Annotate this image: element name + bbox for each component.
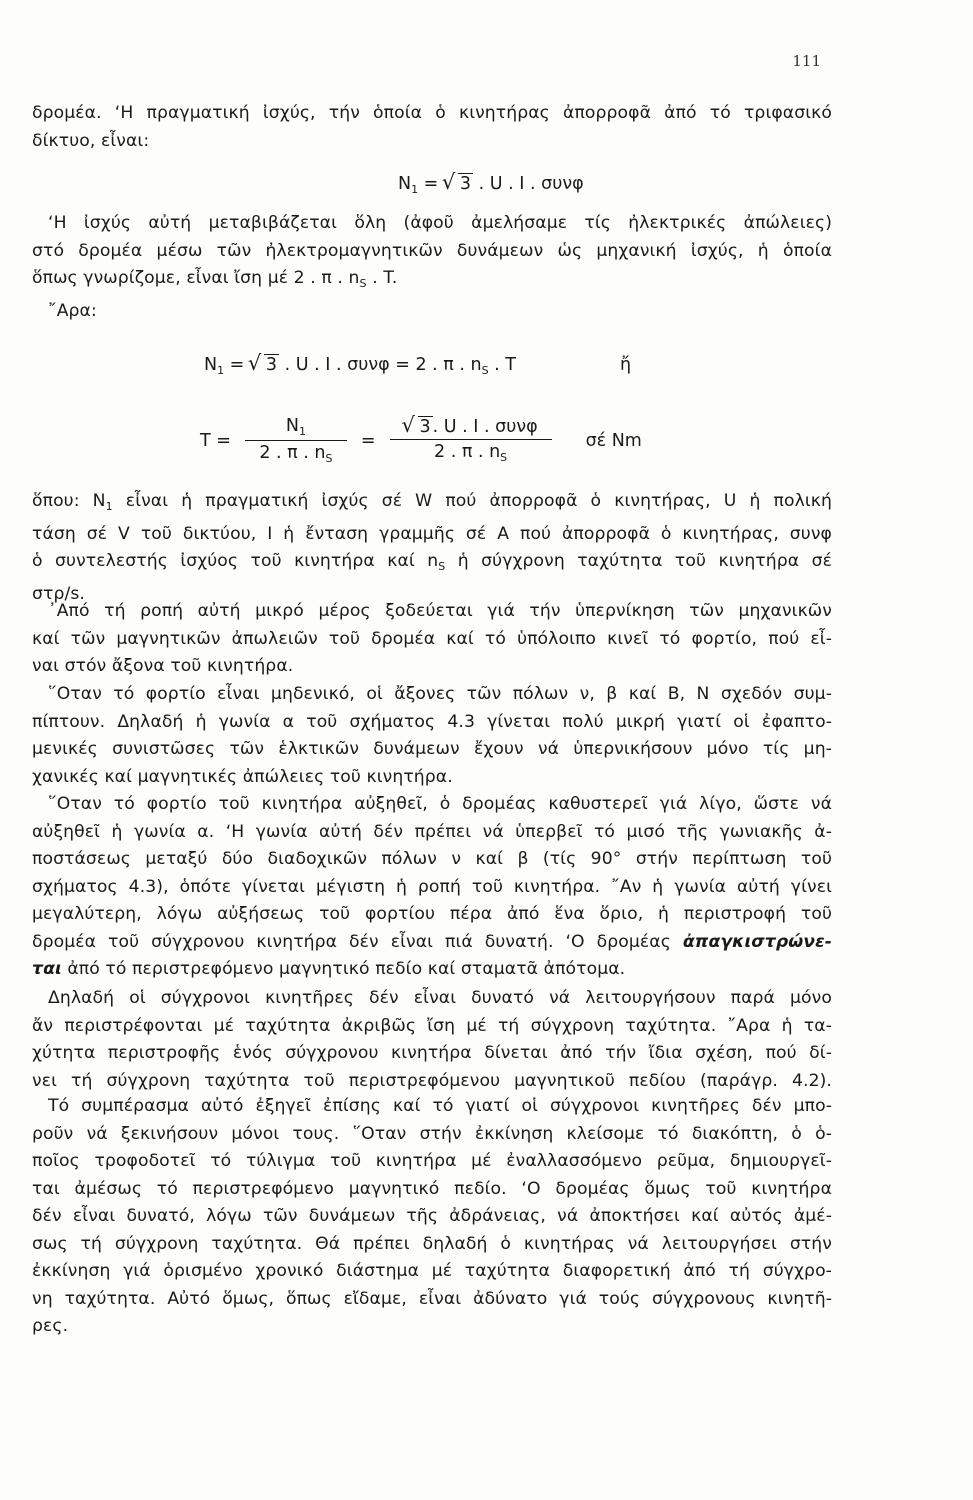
text-line: δρομέα τοῦ σύγχρονου κινητήρα δέν εἶναι πιά δυνατή. ‘Ο δρομέας ἀπαγκιστρώνε- [32, 931, 832, 952]
paragraph [32, 488, 832, 608]
text-line: νη ταχύτητα. Αὐτό ὅμως, ὅπως εἴδαμε, εἶναι ἀδύνατο γιά τούς σύγχρονους κινητῆ- [32, 1288, 832, 1309]
fraction: $\frac{N_1}{2 . \pi . n_S}$ [245, 416, 347, 465]
fraction: √ $\frac{\text{3 . U . I . συνφ}}{2 . \pi . n_S}$ [390, 417, 552, 464]
text-line: ροῦν νά ξεκινήσουν μόνοι τους. ῞Οταν στήν ἐκκίνηση κλείσομε τό διακόπτη, ὁ ὁ- [32, 1123, 832, 1144]
text-line: ποῖος τροφοδοτεῖ τό τύλιγμα τοῦ κινητήρα μέ ἐναλλασσόμενο ρεῦμα, δημιουργεῖ- [32, 1151, 832, 1171]
text-line: σως τή σύγχρονη ταχύτητα. Θά πρέπει δηλαδή ὁ κινητήρας νά λειτουργήσει στήν [32, 1233, 832, 1254]
text-line: χανικές καί μαγνητικές ἀπώλειες τοῦ κινητήρα. [32, 766, 453, 787]
text-line: πίπτουν. Δηλαδή ἡ γωνία α τοῦ σχήματος 4.3 γίνεται πολύ μικρή γιατί οἱ ἐφαπτο- [32, 711, 832, 732]
text-line: ὅπως γνωρίζομε, εἶναι ἴση μέ 2 . π . $n_S$ . T. [32, 268, 398, 290]
text-line: ῎Αρα: [48, 300, 97, 321]
text-line: ὅπου: $N_1$ εἶναι ἡ πραγματική ἰσχύς σέ W πού ἀπορροφᾶ ὁ κινητήρας, U ἡ πολική [32, 491, 832, 513]
emphasis-term: ἀπαγκιστρώνε- [682, 931, 832, 952]
text-line: ὁ συντελεστής ἰσχύος τοῦ κινητήρα καί $n_S$ ἡ σύγχρονη ταχύτητα τοῦ κινητήρα σέ [32, 551, 832, 573]
text-line: στρ/s. [32, 583, 85, 604]
eq-operator: = [423, 174, 439, 194]
text-line: Δηλαδή οἱ σύγχρονοι κινητῆρες δέν εἶναι δυνατό νά λειτουργήσουν παρά μόνο [48, 988, 832, 1008]
text-line: ναι στόν ἄξονα τοῦ κινητήρα. [32, 656, 294, 676]
radicand: 3 [459, 174, 472, 194]
paragraph [32, 791, 832, 984]
text-line: Τό συμπέρασμα αὐτό ἐξηγεῖ ἐπίσης καί τό γιατί οἱ σύγχρονοι κινητῆρες δέν μπο- [48, 1096, 832, 1116]
text-line: καί τῶν μαγνητικῶν ἀπωλειῶν τοῦ δρομέα καί τό ὑπόλοιπο κινεῖ τό φορτίο, πού εἶ- [32, 628, 832, 649]
text-line: αὐξηθεῖ ἡ γωνία α. ‘Η γωνία αὐτή δέν πρέπει νά ὑπερβεῖ τό μισό τῆς γωνιακῆς ἀ- [32, 821, 832, 842]
power-equation [398, 174, 584, 196]
text-line: ἐκκίνηση γιά ὁρισμένο χρονικό διάστημα μέ ταχύτητα διαφορετική ἀπό τή σύγχρο- [32, 1261, 832, 1281]
text-line: δίκτυο, εἶναι: [32, 130, 150, 151]
paragraph [32, 681, 832, 791]
sqrt-expression: √ 3 [250, 355, 279, 375]
paragraph [32, 1093, 832, 1341]
text-line: τάση σέ V τοῦ δικτύου, I ἡ ἔνταση γραμμῆς σέ A πού ἀπορροφᾶ ὁ κινητήρας, συνφ [32, 523, 832, 544]
text-line: μενικές συνιστῶσες τῶν ἑλκτικῶν δυνάμεων ἔχουν νά ὑπερνικήσουν μόνο τίς μη- [32, 739, 832, 759]
emphasis-term: ται [32, 959, 62, 979]
eq-terms: . U . I . συνφ [478, 174, 584, 194]
paragraph [32, 985, 832, 1095]
text-line: ‘Η ἰσχύς αὐτή μεταβιβάζεται ὅλη (ἀφοῦ ἀμελήσαμε τίς ἠλεκτρικές ἀπώλειες) [48, 213, 832, 233]
paragraph [32, 598, 832, 681]
eq-subscript: 1 [411, 183, 419, 196]
intro-paragraph [32, 100, 832, 155]
text-line: σχήματος 4.3), ὁπότε γίνεται μέγιστη ἡ ροπή τοῦ κινητήρα. ῎Αν ἡ γωνία αὐτή γίνει [32, 876, 832, 897]
text-line: ται ἀπό τό περιστρεφόμενο μαγνητικό πεδίο καί σταματᾶ ἀπότομα. [32, 959, 626, 979]
text-line: ῞Οταν τό φορτίο τοῦ κινητήρα αὐξηθεῖ, ὁ δρομέας καθυστερεῖ γιά λίγο, ὥστε νά [48, 794, 832, 814]
text-line: ᾿Από τή ροπή αὐτή μικρό μέρος ξοδεύεται γιά τήν ὑπερνίκηση τῶν μηχανικῶν [48, 601, 832, 621]
text-line: ποστάσεως μεταξύ δύο διαδοχικῶν πόλων ν καί β (τίς 90° στήν περίπτωση τοῦ [32, 849, 832, 869]
text-line: ῞Οταν τό φορτίο εἶναι μηδενικό, οἱ ἄξονες τῶν πόλων ν, β καί Β, Ν σχεδόν συμ- [48, 684, 832, 704]
or-word: ἤ [620, 355, 632, 375]
eq-symbol: N [398, 174, 412, 194]
text-line: ται ἀμέσως τό περιστρεφόμενο μαγνητικό πεδίο. ‘Ο δρομέας ὅμως τοῦ κινητήρα [32, 1178, 832, 1199]
text-line: μεγαλύτερη, λόγω αὐξήσεως τοῦ φορτίου πέρα ἀπό ἕνα ὅριο, ἡ περιστροφή τοῦ [32, 904, 832, 924]
text-line: νει τή σύγχρονη ταχύτητα τοῦ περιστρεφόμενου μαγνητικοῦ πεδίου (παράγρ. 4.2). [32, 1070, 832, 1091]
page-number: 111 [792, 52, 821, 70]
text-line: δέν εἶναι δυνατό, λόγω τῶν δυνάμεων τῆς ἀδράνειας, νά ἀποκτήσει καί αὐτός ἀμέ- [32, 1206, 832, 1226]
paragraph [32, 210, 832, 325]
text-line: χύτητα περιστροφῆς ἑνός σύγχρονου κινητήρα δίνεται ἀπό τήν ἴδια σχέση, πού δί- [32, 1043, 832, 1063]
text-line: δρομέα. ‘Η πραγματική ἰσχύς, τήν ὁποία ὁ κινητήρας ἀπορροφᾶ ἀπό τό τριφασικό [32, 103, 832, 123]
torque-equation: T = $\frac{N_1}{2 . \pi . n_S}$ = √ $\frac{\text{3 . U . I . συνφ}}{2 . \pi . n_S}$ σέ Nm [200, 416, 642, 465]
text-line: στό δρομέα μέσω τῶν ἠλεκτρομαγνητικῶν δυνάμεων ὡς μηχανική ἰσχύς, ἡ ὁποία [32, 240, 832, 261]
text-line: ἄν περιστρέφονται μέ ταχύτητα ἀκριβῶς ἴση μέ τή σύγχρονη ταχύτητα. ῎Αρα ἡ τα- [32, 1015, 832, 1036]
sqrt-expression [444, 174, 473, 194]
text-line: ρες. [32, 1316, 69, 1336]
unit-label: σέ Nm [585, 430, 642, 451]
torque-equation-step: $N_1$ = √ 3 . U . I . συνφ = 2 . π . $n_S$ . T [204, 355, 516, 377]
